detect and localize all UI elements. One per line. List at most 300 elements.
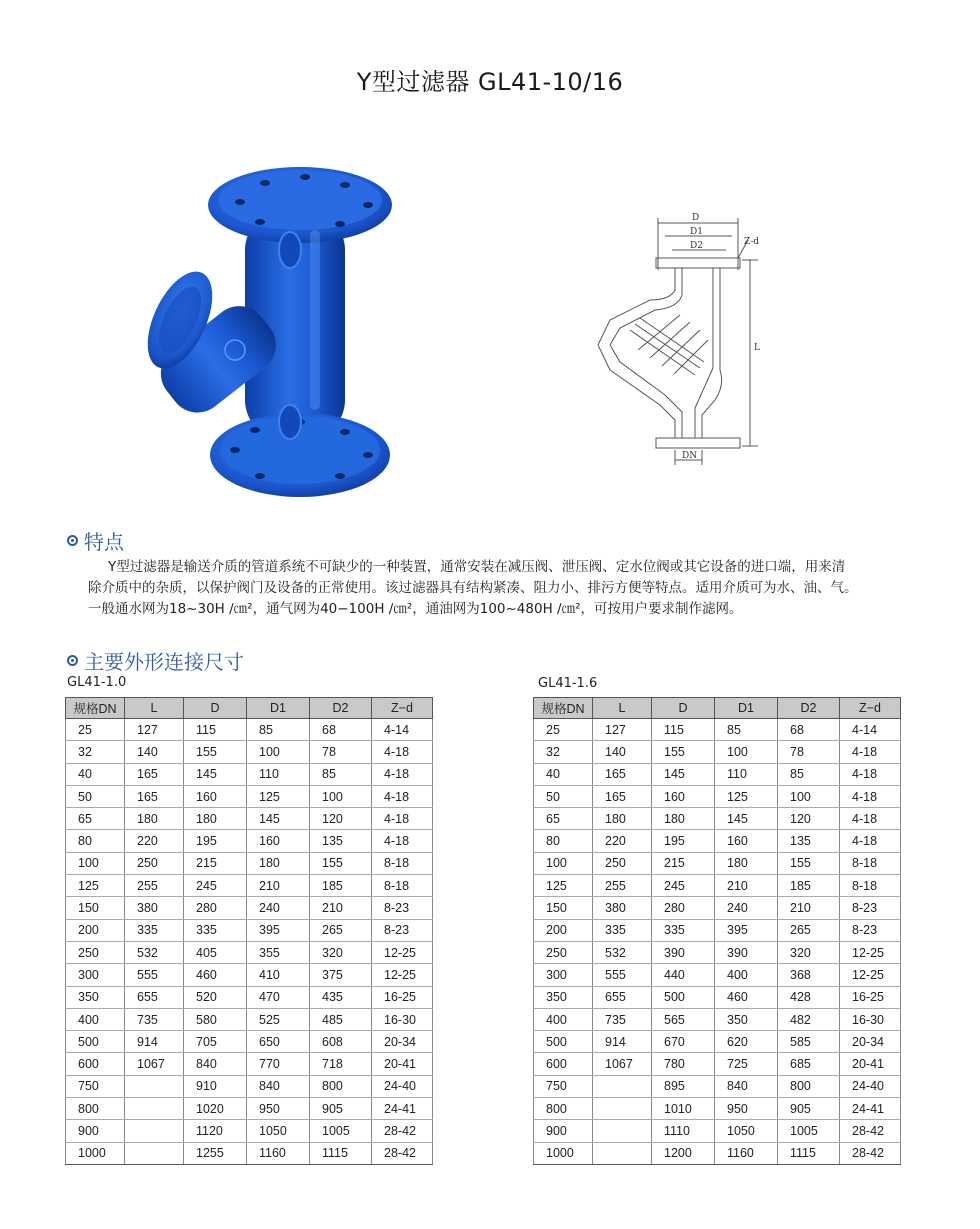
table-cell: 400 [66, 1008, 125, 1030]
table-cell: 140 [593, 741, 652, 763]
table-cell: 65 [66, 808, 125, 830]
table-cell: 32 [66, 741, 125, 763]
table-cell: 4-14 [840, 719, 901, 741]
table-cell: 1020 [184, 1098, 247, 1120]
table-cell: 12-25 [840, 964, 901, 986]
table-cell: 4-18 [840, 785, 901, 807]
table-cell: 500 [534, 1031, 593, 1053]
table-cell: 160 [715, 830, 778, 852]
table-row [66, 1098, 433, 1120]
table-cell: 100 [310, 785, 372, 807]
table-cell: 428 [778, 986, 840, 1008]
table-cell: 4-14 [372, 719, 433, 741]
table-cell: 4-18 [840, 763, 901, 785]
table-cell: 28-42 [372, 1120, 433, 1142]
table-cell: 20-41 [840, 1053, 901, 1075]
table-cell: 185 [778, 875, 840, 897]
column-header: D2 [778, 698, 840, 719]
table-cell: 840 [715, 1075, 778, 1097]
table-cell: 8-23 [372, 919, 433, 941]
table-cell: 320 [310, 941, 372, 963]
table-cell: 100 [778, 785, 840, 807]
table-cell: 895 [652, 1075, 715, 1097]
table-cell: 390 [652, 941, 715, 963]
table-cell: 80 [66, 830, 125, 852]
table-cell: 600 [534, 1053, 593, 1075]
table-cell: 215 [652, 852, 715, 874]
table-row [66, 986, 433, 1008]
bullet-circle-icon [67, 655, 78, 666]
table-cell: 905 [310, 1098, 372, 1120]
table-cell: 220 [593, 830, 652, 852]
table-row [534, 1142, 901, 1164]
table-cell: 1115 [778, 1142, 840, 1164]
table-cell: 160 [184, 785, 247, 807]
table-cell [593, 1142, 652, 1164]
table-cell: 1200 [652, 1142, 715, 1164]
table-cell: 110 [715, 763, 778, 785]
table-cell: 1160 [247, 1142, 310, 1164]
table-row [66, 808, 433, 830]
table-cell: 1005 [778, 1120, 840, 1142]
table-header-row [534, 698, 901, 719]
table-cell: 914 [593, 1031, 652, 1053]
table-cell: 250 [125, 852, 184, 874]
table-cell: 24-41 [840, 1098, 901, 1120]
table-cell: 8-23 [372, 897, 433, 919]
table-cell: 910 [184, 1075, 247, 1097]
table-cell: 125 [66, 875, 125, 897]
table-cell: 210 [310, 897, 372, 919]
table-cell: 4-18 [372, 785, 433, 807]
table-cell: 485 [310, 1008, 372, 1030]
table-cell: 750 [534, 1075, 593, 1097]
table-cell: 120 [778, 808, 840, 830]
table-cell [125, 1120, 184, 1142]
table-cell: 165 [125, 785, 184, 807]
table-cell: 16-30 [840, 1008, 901, 1030]
features-line-3: 一般通水网为18~30H ∕㎝²，通气网为40−100H ∕㎝²，通油网为100~480H ∕㎝²，可按用户要求制作滤网。 [88, 601, 743, 617]
table-cell: 245 [184, 875, 247, 897]
table-cell: 4-18 [840, 830, 901, 852]
table-row [534, 763, 901, 785]
table-cell: 160 [652, 785, 715, 807]
table-cell: 520 [184, 986, 247, 1008]
table-cell: 1120 [184, 1120, 247, 1142]
table-cell: 685 [778, 1053, 840, 1075]
table-cell: 335 [125, 919, 184, 941]
table-cell: 800 [778, 1075, 840, 1097]
table-cell: 620 [715, 1031, 778, 1053]
table-cell: 200 [534, 919, 593, 941]
table-header-row [66, 698, 433, 719]
table-cell: 532 [125, 941, 184, 963]
table-cell: 8-18 [372, 875, 433, 897]
table-cell: 300 [534, 964, 593, 986]
table-cell: 165 [125, 763, 184, 785]
table-cell: 555 [593, 964, 652, 986]
table-cell: 200 [66, 919, 125, 941]
table-cell: 718 [310, 1053, 372, 1075]
table-cell: 390 [715, 941, 778, 963]
table-cell: 525 [247, 1008, 310, 1030]
table-cell: 135 [778, 830, 840, 852]
table-row [66, 1053, 433, 1075]
table-cell: 410 [247, 964, 310, 986]
table-cell: 265 [310, 919, 372, 941]
table-cell: 400 [715, 964, 778, 986]
drawing-label-d2: D2 [690, 241, 703, 251]
table-row [534, 741, 901, 763]
table-left-caption: GL41-1.0 [67, 675, 127, 690]
features-description [88, 557, 888, 620]
table-row [534, 941, 901, 963]
table-cell: 1050 [247, 1120, 310, 1142]
table-cell: 125 [247, 785, 310, 807]
table-cell: 115 [652, 719, 715, 741]
table-cell: 1010 [652, 1098, 715, 1120]
table-cell: 1160 [715, 1142, 778, 1164]
table-cell: 100 [247, 741, 310, 763]
column-header: D1 [715, 698, 778, 719]
y-strainer-photo [140, 150, 420, 510]
table-cell: 565 [652, 1008, 715, 1030]
table-cell: 800 [66, 1098, 125, 1120]
table-cell: 28-42 [840, 1120, 901, 1142]
table-cell: 800 [310, 1075, 372, 1097]
table-cell: 1115 [310, 1142, 372, 1164]
table-cell: 350 [534, 986, 593, 1008]
drawing-label-d: D [692, 213, 700, 223]
table-cell: 8-18 [840, 875, 901, 897]
table-cell: 180 [125, 808, 184, 830]
table-cell: 840 [184, 1053, 247, 1075]
table-cell: 210 [778, 897, 840, 919]
table-cell: 12-25 [372, 941, 433, 963]
table-cell: 608 [310, 1031, 372, 1053]
table-cell: 155 [310, 852, 372, 874]
table-row [534, 1053, 901, 1075]
table-row [534, 785, 901, 807]
table-cell: 335 [184, 919, 247, 941]
table-cell: 585 [778, 1031, 840, 1053]
table-cell: 355 [247, 941, 310, 963]
table-cell: 65 [534, 808, 593, 830]
table-row [534, 1075, 901, 1097]
table-cell: 135 [310, 830, 372, 852]
table-cell: 725 [715, 1053, 778, 1075]
table-cell: 24-40 [372, 1075, 433, 1097]
column-header: D2 [310, 698, 372, 719]
column-header: D1 [247, 698, 310, 719]
table-cell: 300 [66, 964, 125, 986]
table-cell: 8-23 [840, 919, 901, 941]
table-row [534, 897, 901, 919]
table-cell: 210 [247, 875, 310, 897]
table-cell: 68 [310, 719, 372, 741]
table-cell: 78 [310, 741, 372, 763]
table-cell: 68 [778, 719, 840, 741]
table-cell: 900 [66, 1120, 125, 1142]
table-row [66, 1120, 433, 1142]
table-cell: 735 [593, 1008, 652, 1030]
table-cell: 85 [778, 763, 840, 785]
table-cell: 50 [66, 785, 125, 807]
table-cell [593, 1120, 652, 1142]
table-cell: 320 [778, 941, 840, 963]
features-heading-text: 特点 [84, 530, 124, 554]
table-cell: 20-34 [372, 1031, 433, 1053]
table-cell: 165 [593, 763, 652, 785]
table-cell [593, 1098, 652, 1120]
table-cell: 50 [534, 785, 593, 807]
table-cell: 840 [247, 1075, 310, 1097]
table-cell: 85 [310, 763, 372, 785]
table-cell: 180 [247, 852, 310, 874]
table-cell: 25 [66, 719, 125, 741]
table-cell: 400 [534, 1008, 593, 1030]
table-cell: 800 [534, 1098, 593, 1120]
page-title: Y型过滤器 GL41-10/16 [356, 68, 624, 96]
table-cell: 482 [778, 1008, 840, 1030]
table-cell: 85 [247, 719, 310, 741]
table-row [66, 830, 433, 852]
table-cell: 1050 [715, 1120, 778, 1142]
table-row [534, 719, 901, 741]
table-cell: 24-40 [840, 1075, 901, 1097]
table-row [66, 1075, 433, 1097]
table-cell: 145 [247, 808, 310, 830]
table-cell: 500 [652, 986, 715, 1008]
column-header: D [652, 698, 715, 719]
table-cell: 4-18 [840, 741, 901, 763]
table-cell [593, 1075, 652, 1097]
table-cell: 1000 [534, 1142, 593, 1164]
table-cell: 250 [593, 852, 652, 874]
table-cell: 40 [534, 763, 593, 785]
table-cell: 140 [125, 741, 184, 763]
table-cell: 16-30 [372, 1008, 433, 1030]
table-cell: 4-18 [840, 808, 901, 830]
table-row [66, 919, 433, 941]
table-cell: 4-18 [372, 741, 433, 763]
table-cell: 4-18 [372, 763, 433, 785]
table-row [66, 741, 433, 763]
table-cell: 335 [652, 919, 715, 941]
features-line-1: Y型过滤器是输送介质的管道系统不可缺少的一种装置，通常安装在减压阀、泄压阀、定水位阀或其它设备的进口端，用来清 [108, 559, 846, 575]
table-cell: 750 [66, 1075, 125, 1097]
table-cell: 735 [125, 1008, 184, 1030]
table-cell: 532 [593, 941, 652, 963]
table-row [66, 875, 433, 897]
table-row [534, 875, 901, 897]
table-cell: 8-18 [840, 852, 901, 874]
table-cell: 405 [184, 941, 247, 963]
table-cell: 245 [652, 875, 715, 897]
table-cell: 350 [715, 1008, 778, 1030]
table-cell: 255 [593, 875, 652, 897]
table-cell: 250 [66, 941, 125, 963]
table-cell: 16-25 [840, 986, 901, 1008]
table-cell: 127 [125, 719, 184, 741]
column-header: 规格DN [66, 698, 125, 719]
table-row [66, 785, 433, 807]
table-cell: 670 [652, 1031, 715, 1053]
table-cell: 12-25 [840, 941, 901, 963]
table-cell: 780 [652, 1053, 715, 1075]
table-cell: 155 [652, 741, 715, 763]
column-header: L [593, 698, 652, 719]
table-cell: 145 [184, 763, 247, 785]
table-cell: 1067 [593, 1053, 652, 1075]
table-cell: 195 [652, 830, 715, 852]
table-cell: 770 [247, 1053, 310, 1075]
dimensions-table-gl41-1-0 [65, 697, 433, 1165]
table-cell: 145 [652, 763, 715, 785]
table-row [66, 1031, 433, 1053]
table-cell: 280 [184, 897, 247, 919]
table-cell: 914 [125, 1031, 184, 1053]
table-cell: 100 [534, 852, 593, 874]
table-cell: 950 [247, 1098, 310, 1120]
table-cell: 380 [593, 897, 652, 919]
table-cell: 78 [778, 741, 840, 763]
table-cell [125, 1075, 184, 1097]
table-cell: 1255 [184, 1142, 247, 1164]
table-cell: 20-41 [372, 1053, 433, 1075]
table-cell: 115 [184, 719, 247, 741]
table-cell: 20-34 [840, 1031, 901, 1053]
table-cell: 125 [534, 875, 593, 897]
table-cell: 280 [652, 897, 715, 919]
table-cell: 350 [66, 986, 125, 1008]
table-row [66, 941, 433, 963]
table-cell: 145 [715, 808, 778, 830]
table-cell: 650 [247, 1031, 310, 1053]
table-cell: 905 [778, 1098, 840, 1120]
table-cell: 240 [247, 897, 310, 919]
drawing-label-d1: D1 [690, 227, 703, 237]
table-row [66, 964, 433, 986]
table-cell: 4-18 [372, 830, 433, 852]
table-cell: 250 [534, 941, 593, 963]
bullet-circle-icon [67, 535, 78, 546]
table-cell: 655 [125, 986, 184, 1008]
table-row [66, 852, 433, 874]
table-cell: 180 [652, 808, 715, 830]
table-cell: 210 [715, 875, 778, 897]
table-cell: 150 [534, 897, 593, 919]
table-cell: 655 [593, 986, 652, 1008]
features-line-2: 除介质中的杂质，以保护阀门及设备的正常使用。该过滤器具有结构紧凑、阻力小、排污方便等特点。适用介质可为水、油、气。 [88, 580, 858, 596]
table-cell: 335 [593, 919, 652, 941]
table-cell: 150 [66, 897, 125, 919]
drawing-label-dn: DN [682, 451, 698, 461]
table-cell: 950 [715, 1098, 778, 1120]
table-cell: 180 [715, 852, 778, 874]
table-cell: 1067 [125, 1053, 184, 1075]
table-row [66, 897, 433, 919]
table-cell: 155 [184, 741, 247, 763]
table-cell: 16-25 [372, 986, 433, 1008]
column-header: 规格DN [534, 698, 593, 719]
table-cell: 460 [715, 986, 778, 1008]
table-cell: 195 [184, 830, 247, 852]
features-heading [67, 526, 124, 555]
table-cell: 80 [534, 830, 593, 852]
table-cell: 127 [593, 719, 652, 741]
dimensions-heading-text: 主要外形连接尺寸 [84, 650, 244, 674]
table-cell: 165 [593, 785, 652, 807]
table-cell: 120 [310, 808, 372, 830]
table-cell: 368 [778, 964, 840, 986]
table-cell: 460 [184, 964, 247, 986]
table-cell: 160 [247, 830, 310, 852]
column-header: L [125, 698, 184, 719]
table-cell: 440 [652, 964, 715, 986]
table-row [534, 808, 901, 830]
table-right-caption: GL41-1.6 [538, 676, 598, 691]
table-cell: 180 [184, 808, 247, 830]
table-cell: 12-25 [372, 964, 433, 986]
table-cell: 375 [310, 964, 372, 986]
table-cell: 1005 [310, 1120, 372, 1142]
table-cell: 215 [184, 852, 247, 874]
dimensions-heading [67, 646, 244, 675]
table-cell: 265 [778, 919, 840, 941]
table-row [534, 852, 901, 874]
table-cell: 8-18 [372, 852, 433, 874]
table-row [534, 1098, 901, 1120]
table-cell: 500 [66, 1031, 125, 1053]
table-cell: 1000 [66, 1142, 125, 1164]
table-cell: 28-42 [840, 1142, 901, 1164]
table-cell: 125 [715, 785, 778, 807]
table-cell: 435 [310, 986, 372, 1008]
table-cell: 155 [778, 852, 840, 874]
table-cell: 705 [184, 1031, 247, 1053]
table-row [66, 1142, 433, 1164]
table-row [534, 830, 901, 852]
table-cell: 555 [125, 964, 184, 986]
table-cell: 32 [534, 741, 593, 763]
table-cell: 470 [247, 986, 310, 1008]
drawing-label-l: L [754, 343, 760, 353]
column-header: D [184, 698, 247, 719]
table-cell: 255 [125, 875, 184, 897]
column-header: Z−d [840, 698, 901, 719]
table-row [534, 964, 901, 986]
table-cell: 600 [66, 1053, 125, 1075]
table-cell: 110 [247, 763, 310, 785]
dimension-drawing [580, 200, 780, 475]
table-cell [125, 1142, 184, 1164]
table-row [66, 763, 433, 785]
table-row [534, 1031, 901, 1053]
drawing-label-zd: Z-d [744, 237, 760, 247]
table-cell [125, 1098, 184, 1120]
table-cell: 8-23 [840, 897, 901, 919]
table-cell: 220 [125, 830, 184, 852]
dimensions-table-gl41-1-6 [533, 697, 901, 1165]
table-cell: 28-42 [372, 1142, 433, 1164]
table-cell: 40 [66, 763, 125, 785]
table-cell: 240 [715, 897, 778, 919]
table-cell: 185 [310, 875, 372, 897]
table-row [534, 1120, 901, 1142]
table-row [534, 1008, 901, 1030]
table-row [534, 919, 901, 941]
